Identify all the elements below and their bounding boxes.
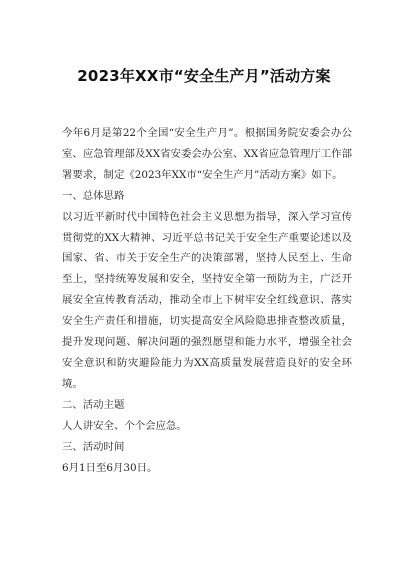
document-title: 2023年XX市“安全生产月”活动方案 <box>77 67 331 85</box>
section-heading-theme: 二、活动主题 <box>62 398 125 411</box>
document-body <box>62 123 352 478</box>
section-text-time: 6月1日至6月30日。 <box>62 461 158 474</box>
section-text-overall-approach: 以习近平新时代中国特色社会主义思想为指导，深入学习宣传贯彻党的XX大精神、习近平总书记关于安全生产重要论述以及国家、省、市关于安全生产的决策部署，坚持人民至上、生命至上，坚持统筹发展和安全，坚持安全第一预防为主，广泛开展安全宣传教育活动，推动全市上下树牢安全红线意识、落实安全生产责任和措施，切实提高安全风险隐患排查整改质量，提升发现问题、解决问题的强烈愿望和能力水平，增强全社会安全意识和防灾避险能力为XX高质量发展营造良好的安全环境。 <box>62 210 352 390</box>
intro-paragraph: 今年6月是第22个全国“安全生产月”。根据国务院安委会办公室、应急管理部及XX省安委会办公室、XX省应急管理厅工作部署要求，制定《2023年XX市“安全生产月”活动方案》如下。 <box>62 127 352 181</box>
section-heading-overall-approach: 一、总体思路 <box>62 189 125 202</box>
section-heading-time: 三、活动时间 <box>62 440 125 453</box>
section-text-theme: 人人讲安全、个个会应急。 <box>62 419 187 432</box>
